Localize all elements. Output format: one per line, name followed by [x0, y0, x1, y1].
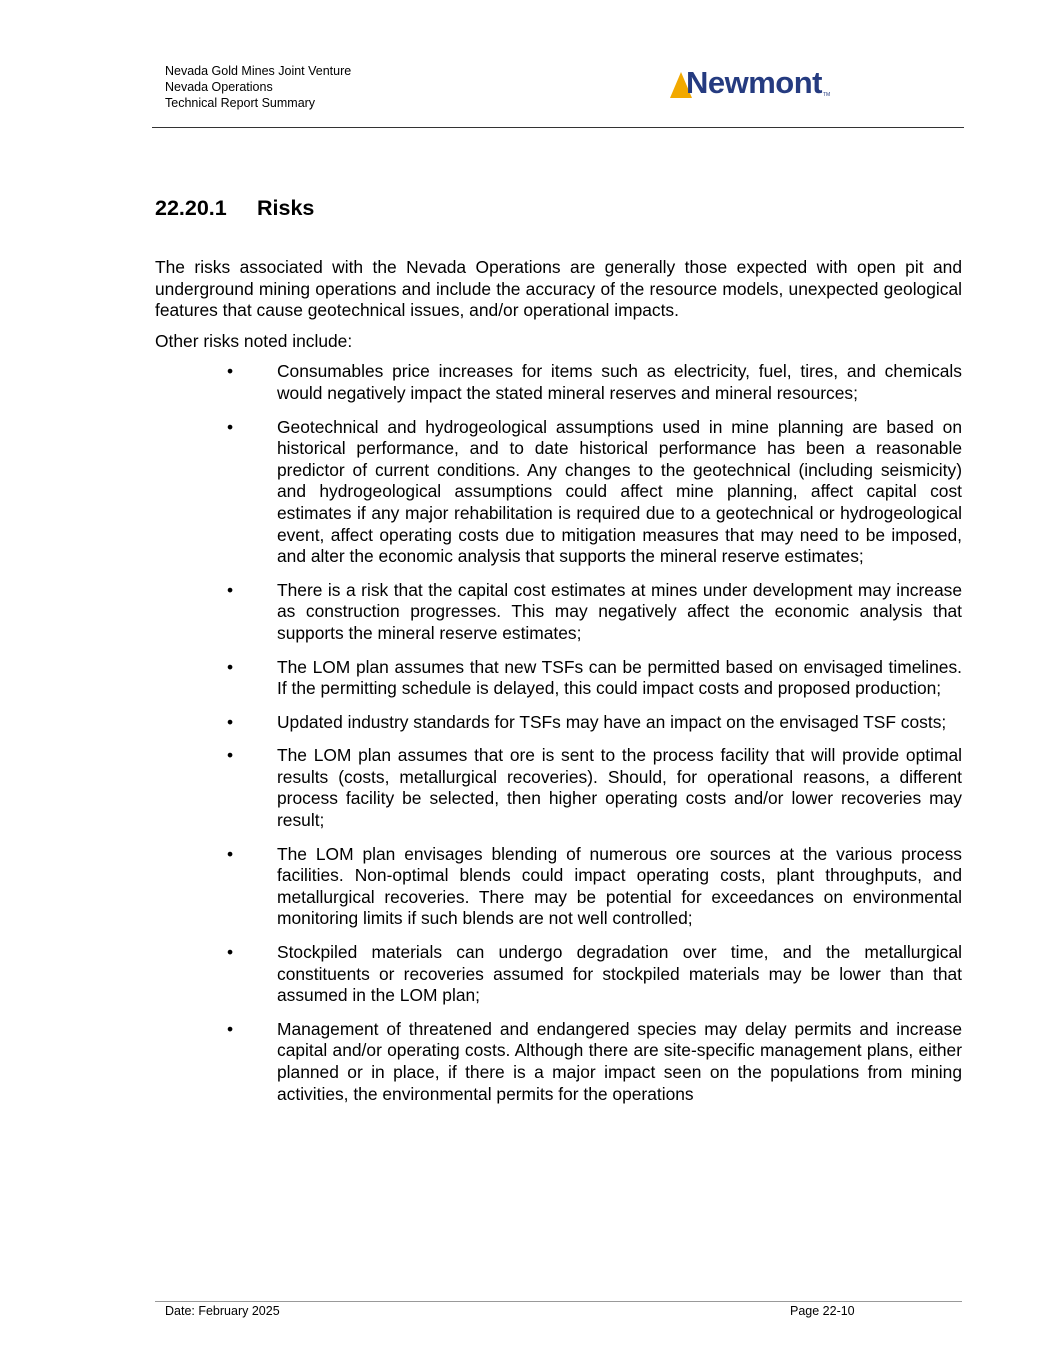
- intro-paragraph: The risks associated with the Nevada Operations are generally those expected with open pit and underground mining operations and include the accuracy of the resource models, unexpected geological features that cause geotechnical issues, and/or operational impacts.: [155, 257, 962, 321]
- bullet-icon: •: [227, 656, 234, 677]
- section-number: 22.20.1: [155, 196, 227, 220]
- body-text: [155, 257, 962, 1117]
- header-line: Technical Report Summary: [165, 96, 316, 110]
- footer-page-number: Page 22-10: [790, 1304, 855, 1318]
- bullet-icon: •: [227, 711, 234, 732]
- list-item: [155, 712, 962, 734]
- bullet-icon: •: [227, 942, 234, 963]
- bullet-icon: •: [227, 579, 234, 600]
- bullet-icon: •: [227, 745, 234, 766]
- newmont-logo: [670, 65, 831, 100]
- bullet-icon: •: [227, 843, 234, 864]
- list-item: [155, 745, 962, 831]
- bullet-icon: •: [227, 416, 234, 437]
- risk-list: [155, 361, 962, 1105]
- list-item: [155, 361, 962, 404]
- list-item: [155, 1019, 962, 1105]
- list-item-text: The LOM plan envisages blending of numerous ore sources at the various process facilities. Non-optimal blends could impact operating costs, plant throughputs, and metallurgical recoveries. There may be potential for exceedances on environmental monitoring limits if such blends are not well controlled;: [277, 843, 962, 929]
- list-item-text: Management of threatened and endangered species may delay permits and increase capital and/or operating costs. Although there are site-specific management plans, either planned or in place, if there is a major impact seen on the populations from mining activities, the environmental permits for the operations: [277, 1018, 962, 1104]
- footer-date: Date: February 2025: [165, 1304, 280, 1318]
- lead-paragraph: Other risks noted include:: [155, 330, 353, 351]
- list-item-text: There is a risk that the capital cost estimates at mines under development may increase as construction progresses. This may negatively affect the economic analysis that supports the mineral reserve estimates;: [277, 579, 962, 643]
- section-heading: [155, 196, 314, 221]
- list-item-text: The LOM plan assumes that new TSFs can be permitted based on envisaged timelines. If the permitting schedule is delayed, this could impact costs and proposed production;: [277, 656, 962, 699]
- logo-trademark: TM: [823, 92, 831, 98]
- header-divider: [152, 127, 964, 128]
- header-line: Nevada Operations: [165, 80, 273, 94]
- header-text: [165, 63, 351, 111]
- list-item: [155, 657, 962, 700]
- footer-divider: [155, 1301, 962, 1302]
- list-item: [155, 580, 962, 645]
- list-item: [155, 844, 962, 930]
- logo-wordmark: Newmont: [686, 65, 822, 100]
- list-item-text: Updated industry standards for TSFs may have an impact on the envisaged TSF costs;: [277, 711, 947, 732]
- list-item: [155, 942, 962, 1007]
- bullet-icon: •: [227, 1018, 234, 1039]
- list-item-text: Geotechnical and hydrogeological assumptions used in mine planning are based on historical performance, and to date historical performance has been a reasonable predictor of current conditions. Any changes to the geotechnical (including seismicity) and hydrogeological assumptions could affect mine planning, affect capital cost estimates if any major rehabilitation is required due to a geotechnical or hydrogeological event, affect operating costs due to mitigation measures that may need to be imposed, and alter the economic analysis that supports the mineral reserve estimates;: [277, 416, 962, 567]
- list-item-text: Consumables price increases for items such as electricity, fuel, tires, and chemicals would negatively impact the stated mineral reserves and mineral resources;: [277, 361, 962, 403]
- section-title: Risks: [257, 196, 315, 220]
- bullet-icon: •: [227, 361, 234, 382]
- list-item: [155, 417, 962, 568]
- header-line: Nevada Gold Mines Joint Venture: [165, 64, 352, 78]
- list-item-text: The LOM plan assumes that ore is sent to the process facility that will provide optimal results (costs, metallurgical recoveries). Should, for operational reasons, a different process facility be selected, then higher operating costs and/or lower recoveries may result;: [277, 745, 962, 831]
- list-item-text: Stockpiled materials can undergo degradation over time, and the metallurgical constituents or recoveries assumed for stockpiled materials may be lower than that assumed in the LOM plan;: [277, 942, 962, 1006]
